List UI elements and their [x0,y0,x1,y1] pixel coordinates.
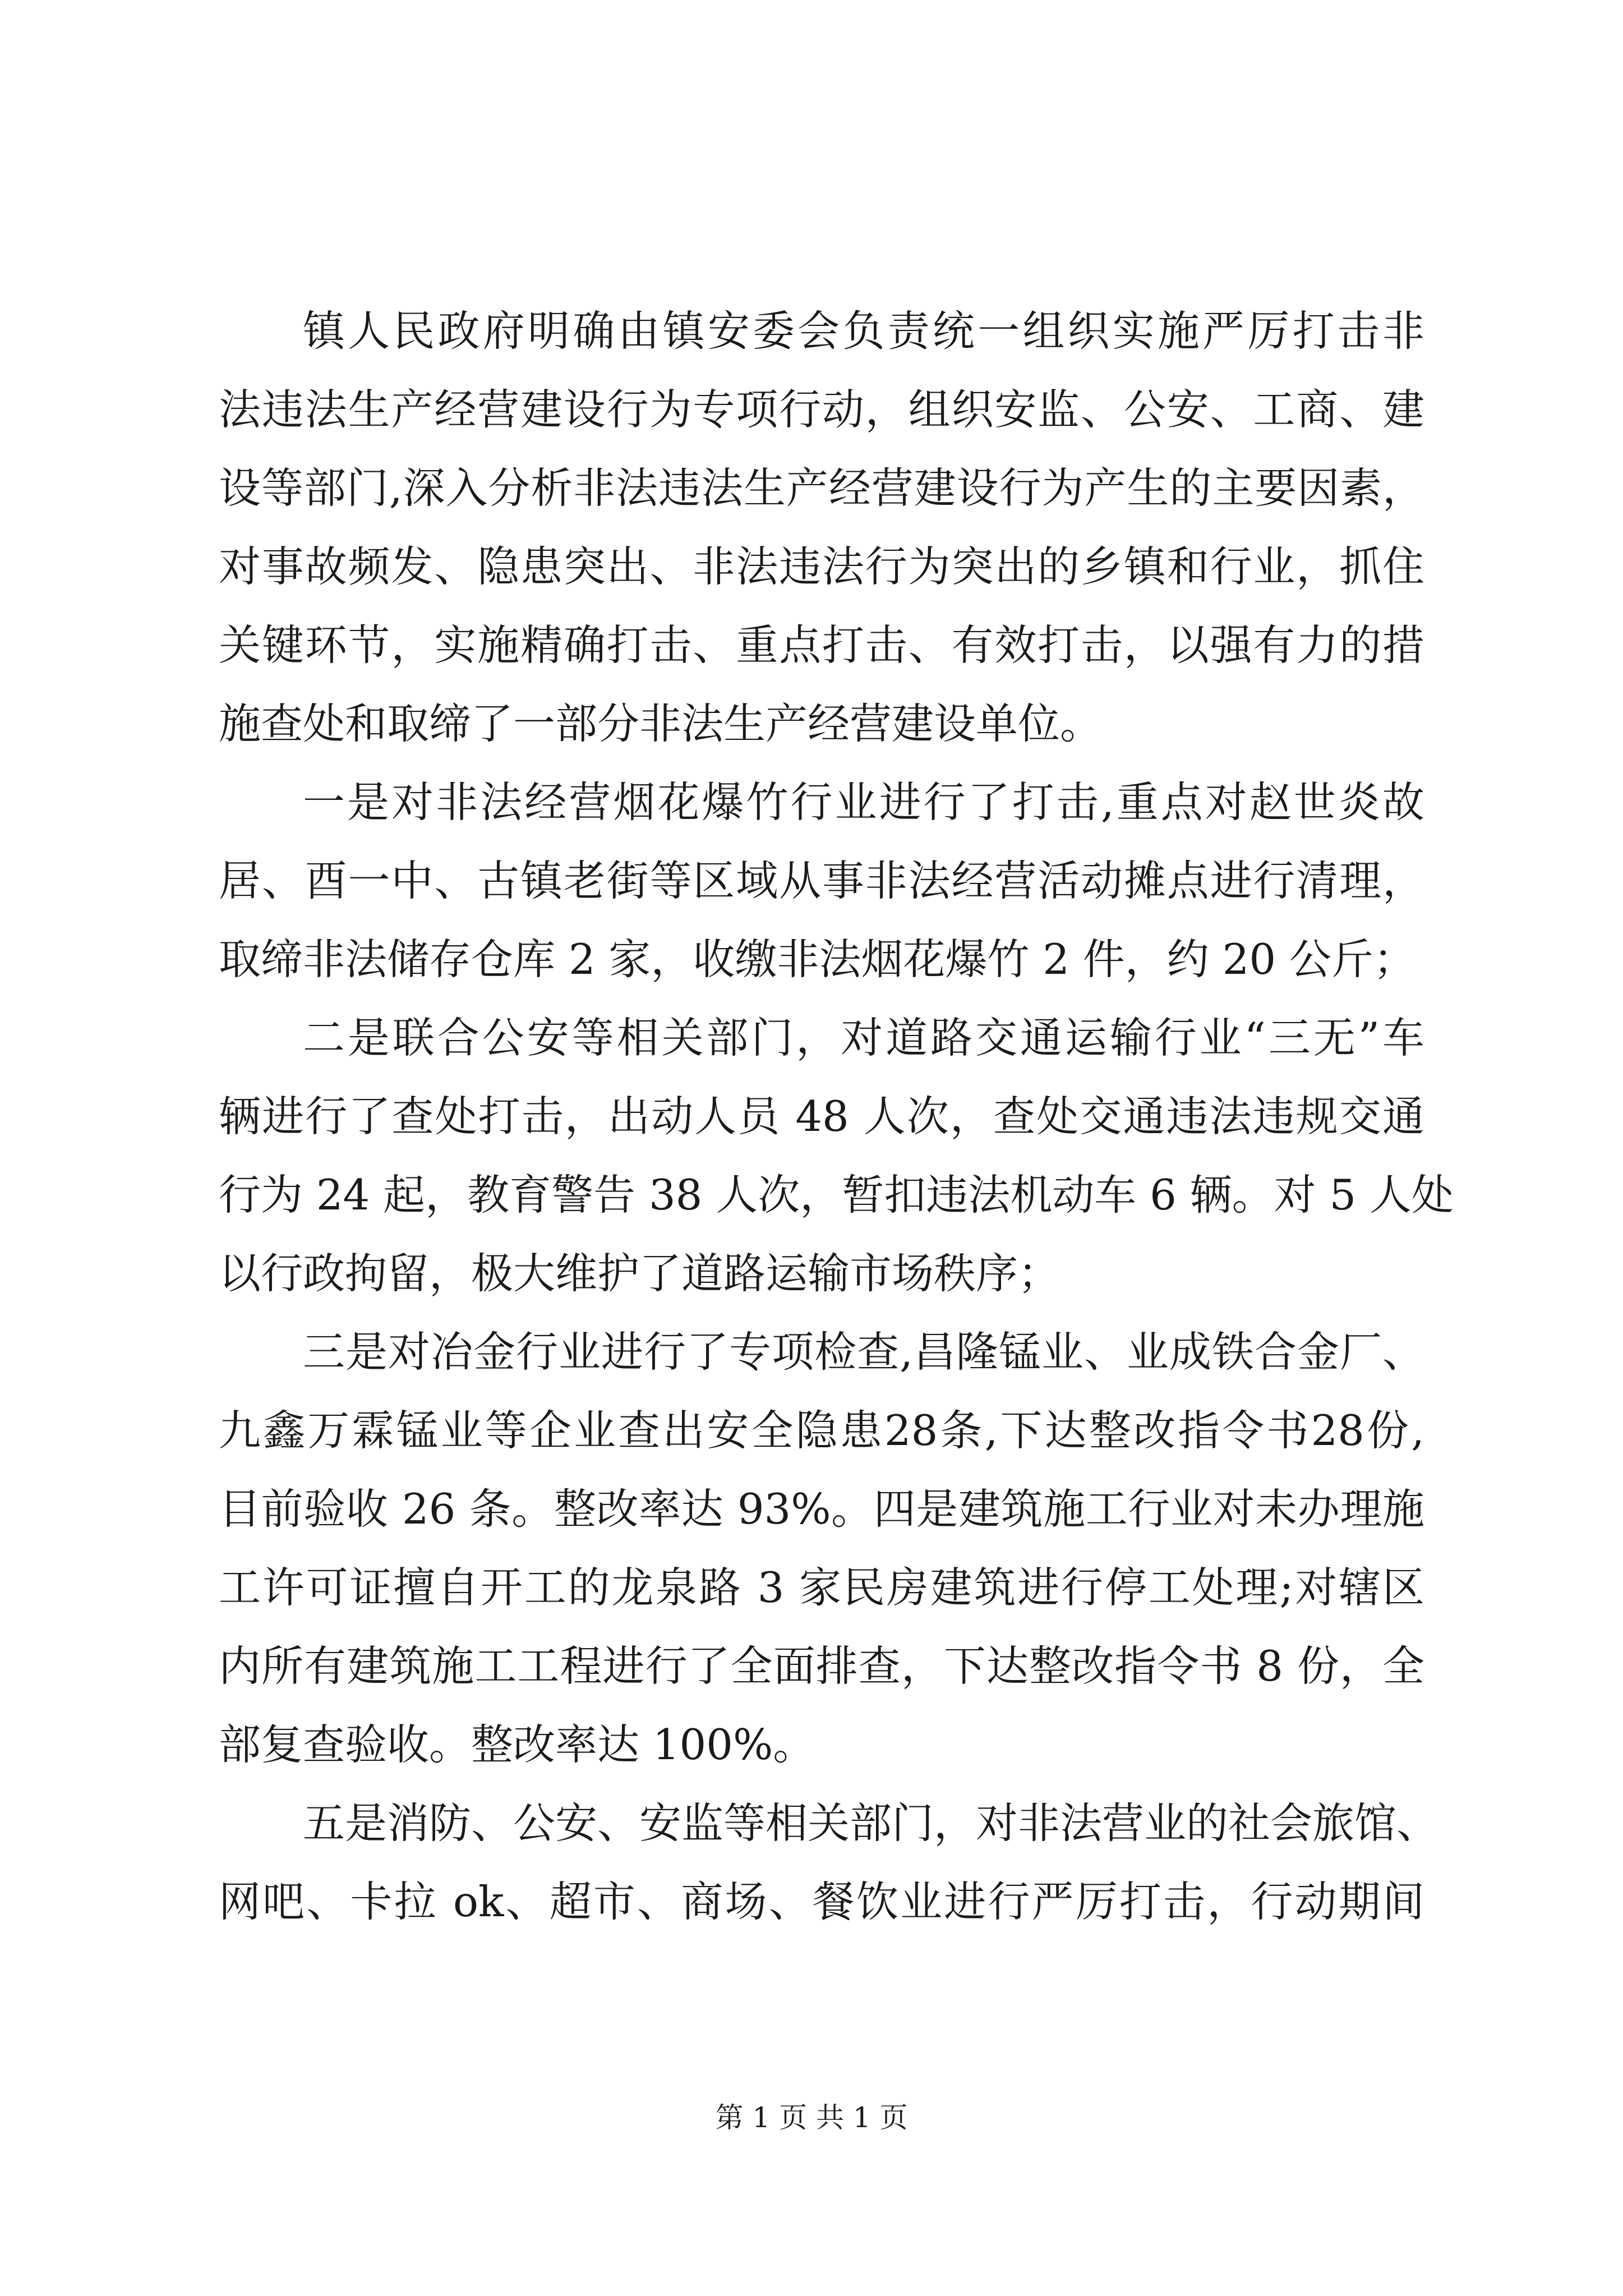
page-footer [0,2101,1623,2134]
text-line: 设等部门,深入分析非法违法生产经营建设行为产生的主要因素， [219,463,1424,513]
text-line: 二是联合公安等相关部门，对道路交通运输行业“三无”车 [303,1013,1424,1062]
text-line: 内所有建筑施工工程进行了全面排查，下达整改指令书 8 份，全 [219,1641,1424,1691]
text-line: 九鑫万霖锰业等企业查出安全隐患28条,下达整改指令书28份, [219,1406,1424,1455]
text-line: 目前验收 26 条。整改率达 93%。四是建筑施工行业对未办理施 [219,1484,1424,1534]
text-line: 辆进行了查处打击，出动人员 48 人次，查处交通违法违规交通 [219,1092,1424,1141]
text-line: 部复查验收。整改率达 100%。 [219,1720,815,1769]
text-line: 工许可证擅自开工的龙泉路 3 家民房建筑进行停工处理;对辖区 [219,1563,1424,1612]
text-line: 以行政拘留，极大维护了道路运输市场秩序； [219,1249,1061,1298]
text-line: 行为 24 起，教育警告 38 人次，暂扣违法机动车 6 辆。对 5 人处 [219,1170,1454,1220]
text-line: 对事故频发、隐患突出、非法违法行为突出的乡镇和行业，抓住 [219,542,1424,591]
text-line: 取缔非法储存仓库 2 家，收缴非法烟花爆竹 2 件，约 20 公斤； [219,935,1415,984]
text-line: 一是对非法经营烟花爆竹行业进行了打击,重点对赵世炎故 [303,777,1424,827]
text-line: 法违法生产经营建设行为专项行动，组织安监、公安、工商、建 [219,385,1424,434]
text-line: 关键环节，实施精确打击、重点打击、有效打击，以强有力的措 [219,620,1424,670]
text-line: 施查处和取缔了一部分非法生产经营建设单位。 [219,699,1103,748]
text-line: 三是对冶金行业进行了专项检查,昌隆锰业、业成铁合金厂、 [303,1327,1424,1377]
document-body [219,292,1454,1941]
text-line: 网吧、卡拉 ok、超市、商场、餐饮业进行严厉打击，行动期间 [219,1877,1424,1926]
page-number-label: 第 1 页 共 1 页 [715,2101,908,2134]
text-line: 居、酉一中、古镇老街等区域从事非法经营活动摊点进行清理， [219,856,1424,905]
text-line: 镇人民政府明确由镇安委会负责统一组织实施严厉打击非 [303,306,1424,356]
text-line: 五是消防、公安、安监等相关部门，对非法营业的社会旅馆、 [303,1798,1439,1848]
